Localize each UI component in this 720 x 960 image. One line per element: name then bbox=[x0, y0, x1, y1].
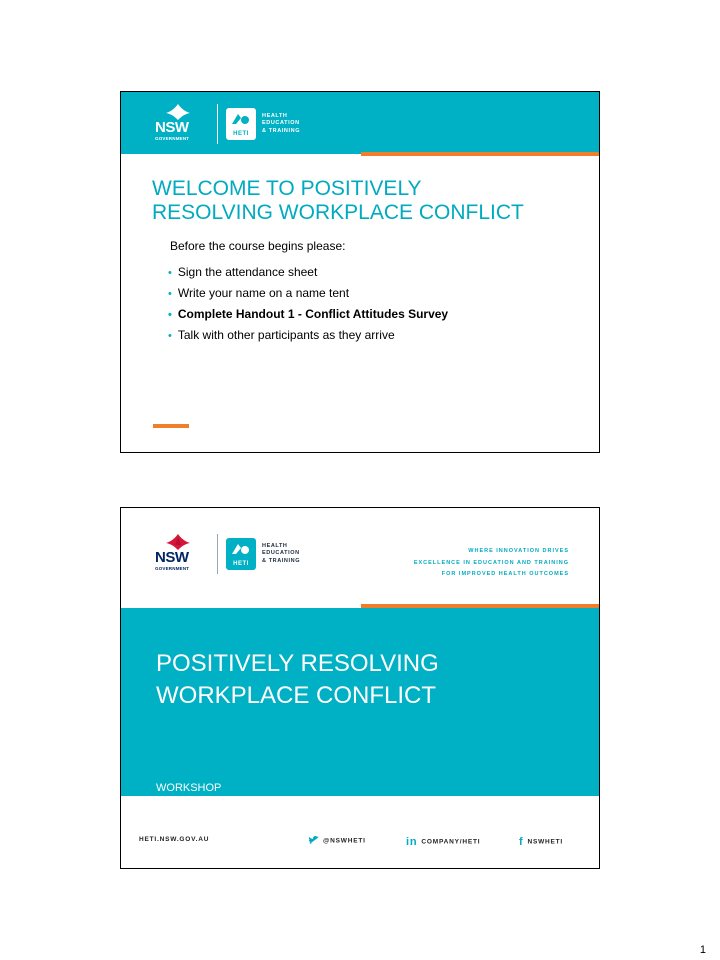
intro-text: Before the course begins please: bbox=[170, 239, 346, 253]
heti-line: HEALTH bbox=[262, 542, 288, 549]
heti-line: EDUCATION bbox=[262, 120, 300, 127]
nsw-wordmark: NSW bbox=[155, 119, 189, 136]
heti-name-lines bbox=[262, 543, 300, 566]
tagline-line: EXCELLENCE IN EDUCATION AND TRAINING bbox=[413, 559, 569, 566]
header-band bbox=[121, 92, 599, 154]
slide-welcome bbox=[120, 91, 600, 453]
list-item-text: Write your name on a name tent bbox=[177, 286, 350, 300]
nsw-government-label: GOVERNMENT bbox=[155, 136, 190, 141]
heti-line: HEALTH bbox=[262, 112, 288, 119]
list-item-text: Talk with other participants as they arrive bbox=[177, 328, 395, 342]
bullet-icon: • bbox=[168, 267, 172, 279]
facebook-handle: NSWHETI bbox=[527, 838, 564, 846]
heti-logo-mark bbox=[226, 108, 256, 140]
list-item-text: Complete Handout 1 - Conflict Attitudes Survey bbox=[177, 307, 449, 321]
list-item bbox=[168, 262, 448, 283]
linkedin-icon: in bbox=[406, 836, 418, 848]
workshop-label: WORKSHOP bbox=[156, 782, 222, 794]
logo-divider bbox=[217, 534, 218, 574]
nsw-waratah-logo bbox=[153, 535, 209, 573]
page-number: 1 bbox=[699, 944, 706, 956]
list-item bbox=[168, 325, 448, 346]
tagline bbox=[414, 546, 569, 581]
heti-word: HETI bbox=[233, 561, 249, 567]
tagline-line: FOR IMPROVED HEALTH OUTCOMES bbox=[441, 571, 569, 577]
slide-title bbox=[152, 177, 592, 225]
heti-line: & TRAINING bbox=[262, 557, 301, 564]
list-item bbox=[168, 304, 448, 325]
heti-logo-mark bbox=[226, 538, 256, 570]
logo-group bbox=[153, 534, 300, 574]
course-title bbox=[156, 648, 586, 712]
logo-divider bbox=[217, 104, 218, 144]
twitter-handle: @NSWHETI bbox=[323, 837, 366, 845]
heti-name-lines bbox=[262, 113, 300, 136]
linkedin-handle: COMPANY/HETI bbox=[421, 838, 481, 846]
facebook-link[interactable] bbox=[519, 836, 563, 848]
twitter-link[interactable] bbox=[309, 836, 366, 846]
tagline-line: WHERE INNOVATION DRIVES bbox=[468, 548, 569, 554]
title-line: WELCOME TO POSITIVELY bbox=[152, 177, 422, 200]
list-item-text: Sign the attendance sheet bbox=[177, 265, 318, 279]
bullet-icon: • bbox=[168, 330, 172, 342]
header-orange-bar bbox=[361, 152, 599, 156]
contact-footer bbox=[121, 828, 599, 858]
twitter-bird-icon bbox=[309, 836, 319, 846]
title-line: WORKPLACE CONFLICT bbox=[156, 682, 437, 709]
heti-line: EDUCATION bbox=[262, 550, 300, 557]
facebook-icon: f bbox=[519, 836, 524, 848]
nsw-government-label: GOVERNMENT bbox=[155, 566, 190, 571]
logo-group bbox=[153, 104, 300, 144]
website-link[interactable]: HETI.NSW.GOV.AU bbox=[139, 836, 210, 843]
slide-title-card bbox=[120, 507, 600, 869]
instruction-list bbox=[168, 262, 448, 346]
title-line: RESOLVING WORKPLACE CONFLICT bbox=[152, 201, 524, 224]
nsw-wordmark: NSW bbox=[155, 549, 189, 566]
bullet-icon: • bbox=[168, 288, 172, 300]
nsw-waratah-logo bbox=[153, 105, 209, 143]
accent-dash bbox=[153, 424, 189, 428]
heti-line: & TRAINING bbox=[262, 127, 301, 134]
linkedin-link[interactable] bbox=[406, 836, 480, 848]
heti-word: HETI bbox=[233, 131, 249, 137]
list-item bbox=[168, 283, 448, 304]
bullet-icon: • bbox=[168, 309, 172, 321]
title-line: POSITIVELY RESOLVING bbox=[156, 650, 439, 677]
